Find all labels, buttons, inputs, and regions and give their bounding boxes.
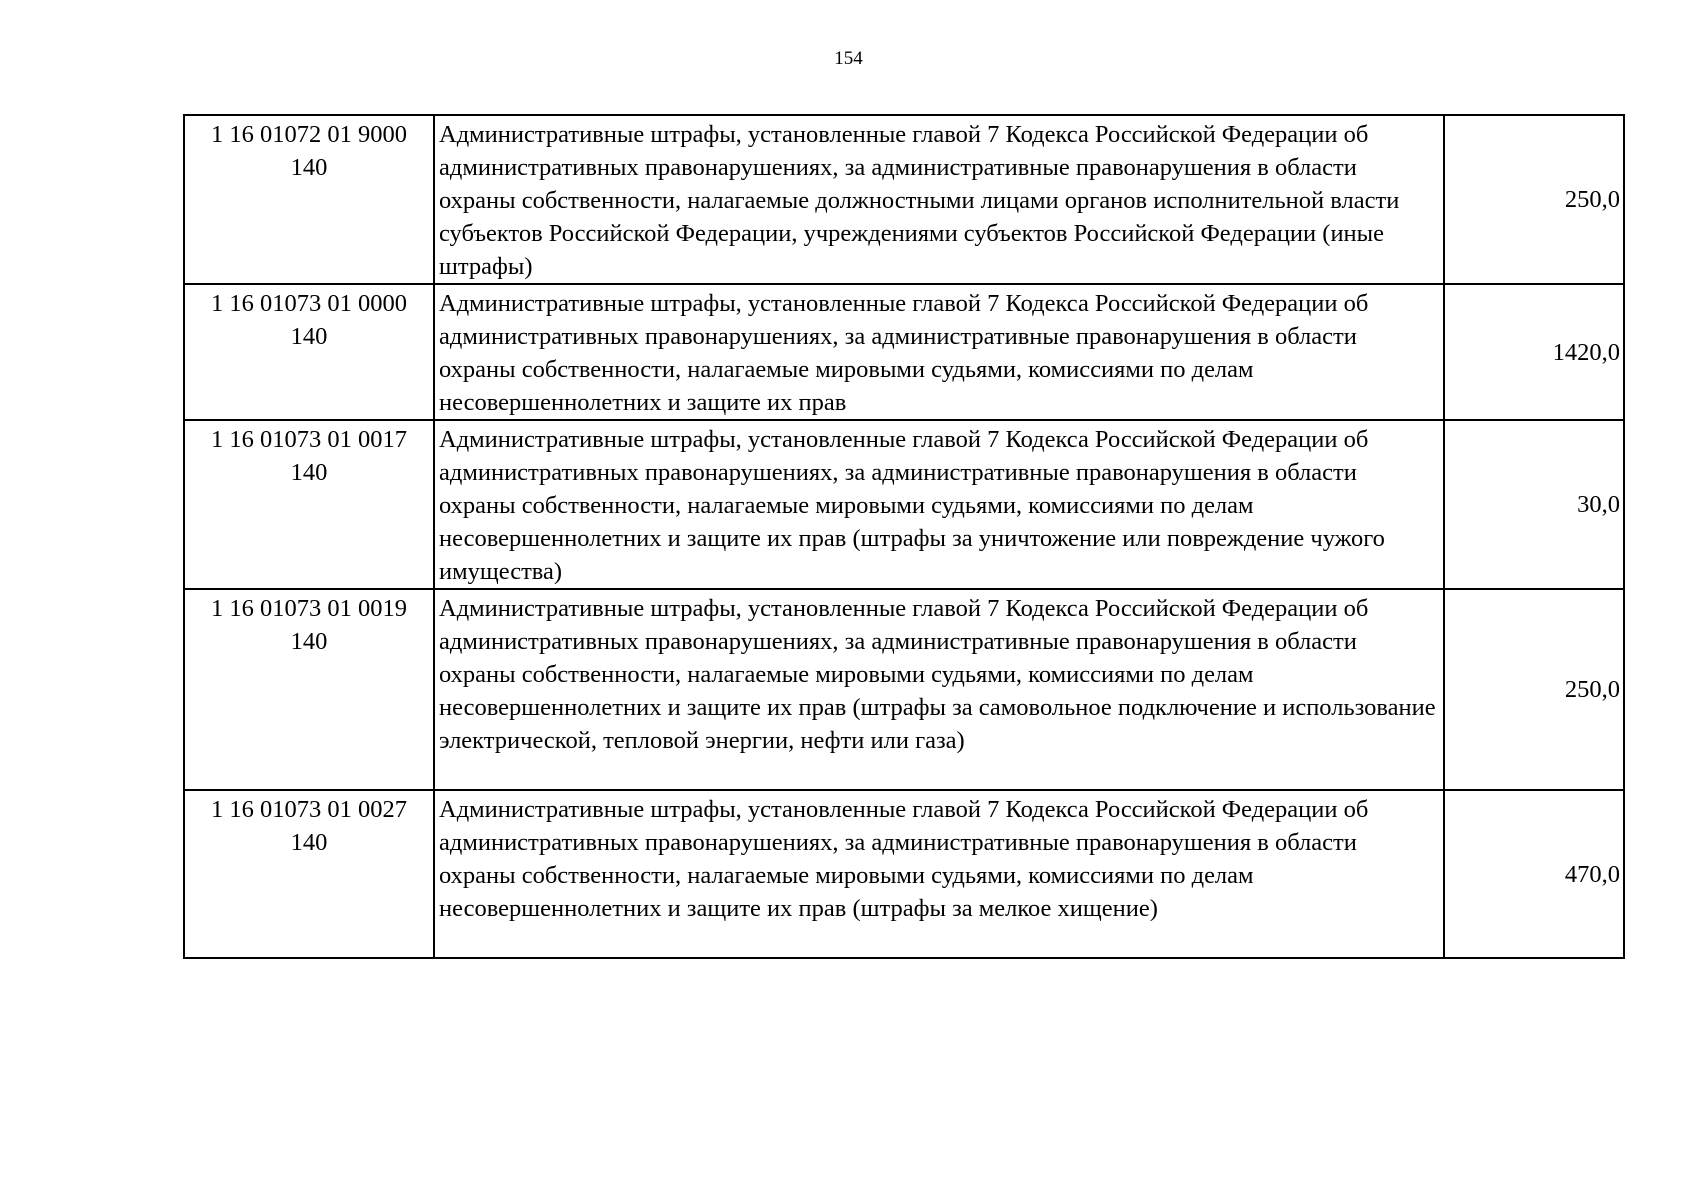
amount-cell: 470,0 bbox=[1444, 790, 1624, 958]
budget-code: 1 16 01072 01 9000 bbox=[211, 121, 407, 148]
budget-code: 1 16 01073 01 0027 bbox=[211, 796, 407, 823]
budget-code: 1 16 01073 01 0000 bbox=[211, 290, 407, 317]
amount-cell: 250,0 bbox=[1444, 589, 1624, 790]
budget-code: 1 16 01073 01 0019 bbox=[211, 595, 407, 622]
budget-code-suffix: 140 bbox=[290, 459, 328, 486]
table-row bbox=[184, 420, 1624, 589]
description-cell: Административные штрафы, установленные главой 7 Кодекса Российской Федерации об административных правонарушениях, за административные правонарушения в области охраны собственности, налагаемые мировыми судьями, комиссиями по делам несовершеннолетних и защите их прав (штрафы за мелкое хищение) bbox=[434, 790, 1444, 958]
budget-code-cell bbox=[184, 420, 434, 589]
table-row bbox=[184, 589, 1624, 790]
budget-code: 1 16 01073 01 0017 bbox=[211, 426, 407, 453]
table-row bbox=[184, 790, 1624, 958]
amount-cell: 1420,0 bbox=[1444, 284, 1624, 420]
amount-cell: 250,0 bbox=[1444, 115, 1624, 284]
budget-revenue-table bbox=[183, 114, 1625, 959]
budget-code-suffix: 140 bbox=[290, 829, 328, 856]
amount-cell: 30,0 bbox=[1444, 420, 1624, 589]
budget-code-suffix: 140 bbox=[290, 154, 328, 181]
budget-code-cell bbox=[184, 115, 434, 284]
description-cell: Административные штрафы, установленные главой 7 Кодекса Российской Федерации об административных правонарушениях, за административные правонарушения в области охраны собственности, налагаемые мировыми судьями, комиссиями по делам несовершеннолетних и защите их прав (штрафы за самовольное подключение и использование электрической, тепловой энергии, нефти или газа) bbox=[434, 589, 1444, 790]
description-cell: Административные штрафы, установленные главой 7 Кодекса Российской Федерации об административных правонарушениях, за административные правонарушения в области охраны собственности, налагаемые мировыми судьями, комиссиями по делам несовершеннолетних и защите их прав bbox=[434, 284, 1444, 420]
budget-code-cell bbox=[184, 790, 434, 958]
budget-code-suffix: 140 bbox=[290, 628, 328, 655]
table-row bbox=[184, 284, 1624, 420]
budget-code-suffix: 140 bbox=[290, 323, 328, 350]
page-number: 154 bbox=[834, 48, 863, 69]
description-cell: Административные штрафы, установленные главой 7 Кодекса Российской Федерации об административных правонарушениях, за административные правонарушения в области охраны собственности, налагаемые должностными лицами органов исполнительной власти субъектов Российской Федерации, учреждениями субъектов Российской Федерации (иные штрафы) bbox=[434, 115, 1444, 284]
table-row bbox=[184, 115, 1624, 284]
budget-code-cell bbox=[184, 589, 434, 790]
budget-code-cell bbox=[184, 284, 434, 420]
description-cell: Административные штрафы, установленные главой 7 Кодекса Российской Федерации об административных правонарушениях, за административные правонарушения в области охраны собственности, налагаемые мировыми судьями, комиссиями по делам несовершеннолетних и защите их прав (штрафы за уничтожение или повреждение чужого имущества) bbox=[434, 420, 1444, 589]
